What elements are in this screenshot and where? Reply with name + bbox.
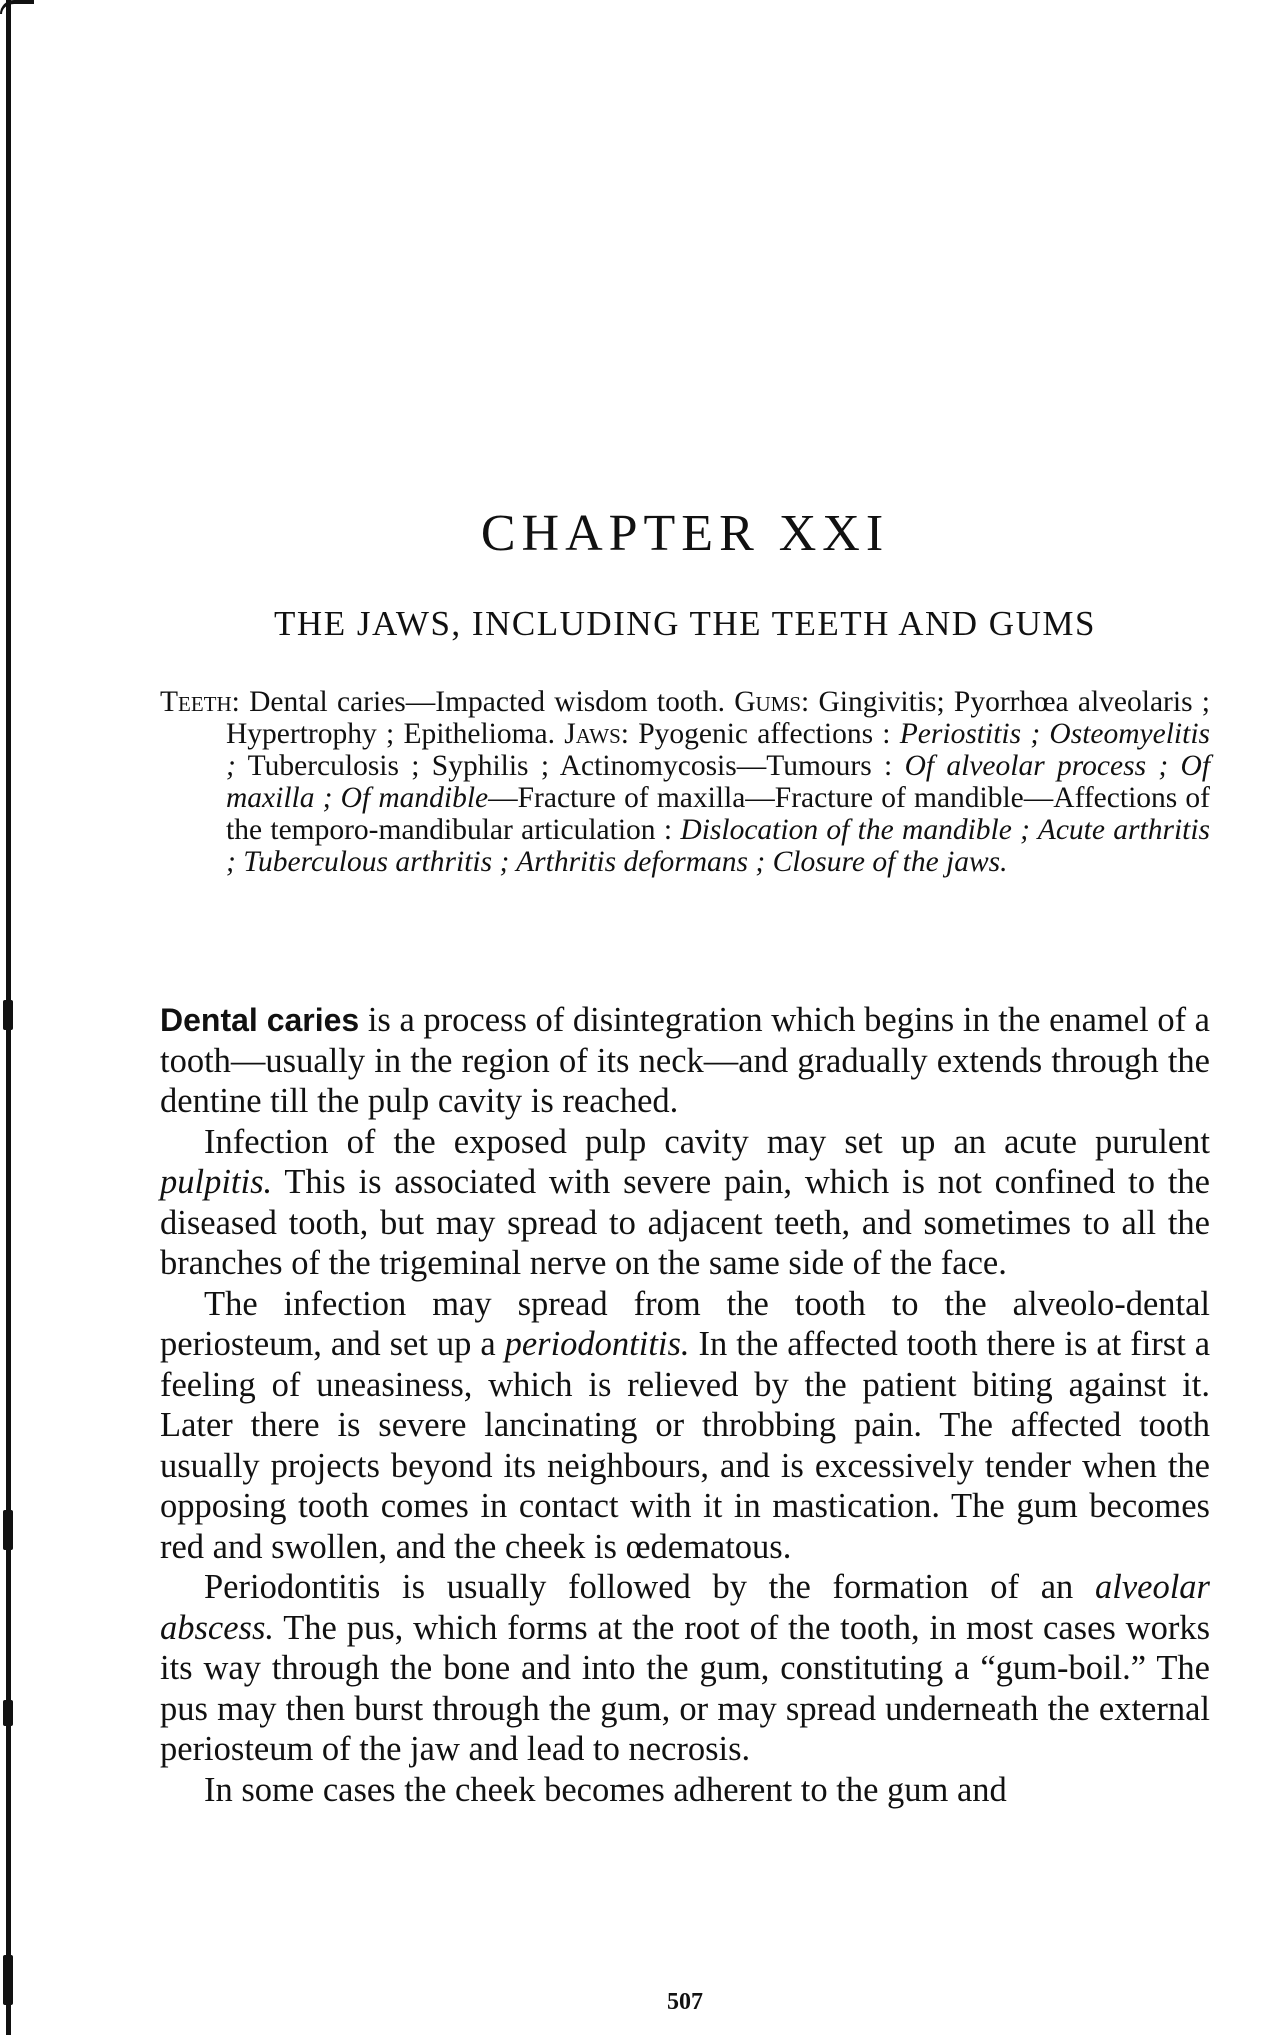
chapter-title: THE JAWS, INCLUDING THE TEETH AND GUMS (274, 604, 1096, 643)
paragraph-alveolar-abscess (160, 1567, 1210, 1770)
term-alveolar-abscess: alveolar abscess. (160, 1568, 1210, 1647)
synopsis-jaws-topics: : Pyogenic affections : (620, 718, 891, 750)
scan-edge-mark (3, 1955, 13, 2005)
chapter-synopsis (160, 686, 1210, 878)
paragraph-text: In some cases the cheek becomes adherent to the gum and (204, 1770, 1007, 1809)
synopsis-periostitis: Periostitis ; (899, 718, 1041, 750)
scan-edge-mark (3, 1700, 13, 1726)
synopsis-gums-topics: : Gingivitis; Pyorrhœa alveolaris ; Hypertrophy ; Epithelioma. (226, 686, 1210, 750)
paragraph-text: Periodontitis is usually followed by the formation of an (204, 1568, 1074, 1606)
synopsis-jaws-heading: Jaws (564, 718, 621, 750)
paragraph-text: is a process of disintegration which begins in the enamel of a tooth—usually in the region of its neck—and gradually extends through the dentine till the pulp cavity is reached. (160, 1001, 1210, 1120)
paragraph-text: The pus, which forms at the root of the tooth, in most cases works its way through the bone and into the gum, constituting a “gum-boil.” The pus may then burst through the gum, or may spread underneath the external periosteum of the jaw and lead to necrosis. (160, 1608, 1210, 1768)
paragraph-text: The infection may spread from the tooth to the alveolo-dental periosteum, and set up a (160, 1284, 1210, 1363)
paragraph-text: In the affected tooth there is at first a feeling of uneasiness, which is relieved by the patient biting against it. Later there is severe lancinating or throbbing pain. The affected tooth usually projects beyond its neighbours, and is excessively tender when the opposing tooth comes in contact with it in mastication. The gum becomes red and swollen, and the cheek is œdematous. (160, 1325, 1211, 1566)
paragraph-pulpitis (160, 1122, 1210, 1284)
page-number: 507 (667, 1989, 703, 2015)
synopsis-articulation-affections: Dislocation of the mandible ; Acute arthritis ; Tuberculous arthritis ; Arthritis deformans ; Closure of the jaws. (226, 814, 1211, 878)
term-pulpitis: pulpitis. (160, 1163, 273, 1201)
chapter-number: CHAPTER XXI (480, 505, 890, 562)
scan-corner-mark (0, 0, 34, 14)
paragraph-text: This is associated with severe pain, which is not confined to the diseased tooth, but may spread to adjacent teeth, and sometimes to all the branches of the trigeminal nerve on the same side of the face. (160, 1163, 1210, 1282)
synopsis-osteomyelitis: Osteomyelitis ; (226, 718, 1211, 782)
synopsis-infections: Tuberculosis ; Syphilis ; Actinomycosis—Tumours : (247, 750, 893, 782)
synopsis-gums-heading: Gums (734, 686, 802, 718)
synopsis-tumours: Of alveolar process ; Of maxilla ; Of mandible (226, 750, 1211, 814)
paragraph-cheek-adherent (160, 1770, 1210, 1811)
paragraph-dental-caries (160, 1000, 1210, 1122)
scan-edge-mark (3, 1000, 13, 1030)
synopsis-fractures: —Fracture of maxilla—Fracture of mandible—Affections of the temporo-mandibular articulation : (226, 782, 1210, 846)
chapter-body (160, 1000, 1210, 1810)
synopsis-teeth-topics: : Dental caries—Impacted wisdom tooth. (231, 686, 725, 718)
synopsis-teeth-heading: Teeth (160, 686, 232, 718)
term-dental-caries: Dental caries (160, 1002, 360, 1038)
scan-edge-mark (3, 1510, 13, 1550)
paragraph-text: Infection of the exposed pulp cavity may set up an acute purulent (204, 1122, 1210, 1161)
paragraph-periodontitis (160, 1284, 1210, 1568)
term-periodontitis: periodontitis. (504, 1325, 690, 1363)
